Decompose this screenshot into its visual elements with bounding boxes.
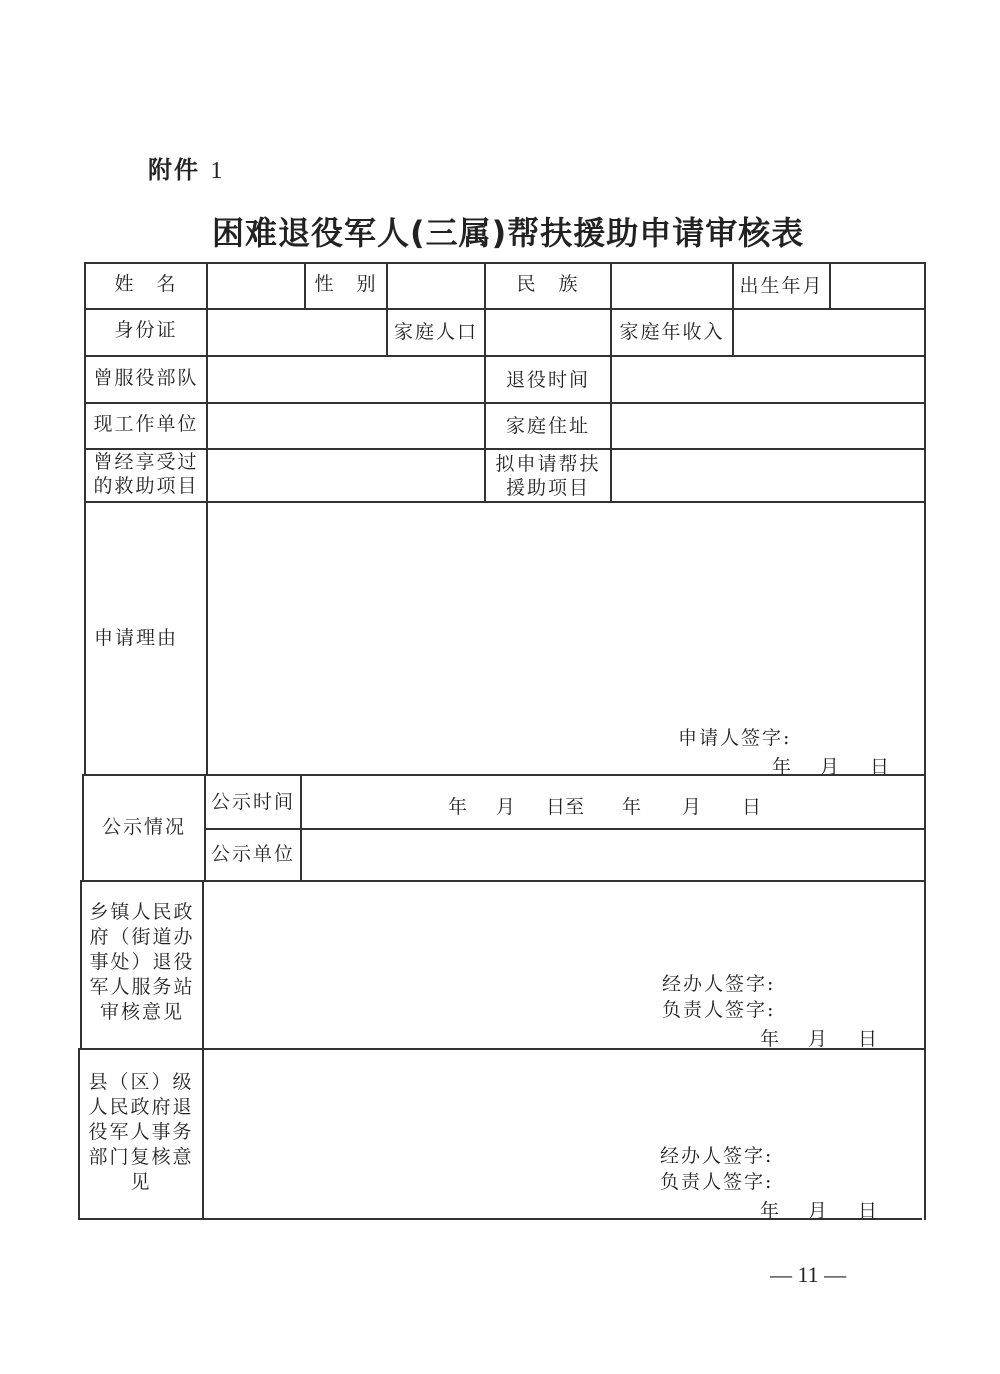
household-size-label: 家庭人口 bbox=[393, 321, 478, 343]
row-line bbox=[78, 1218, 922, 1220]
township-date-day: 日 bbox=[858, 1028, 878, 1050]
gender-label: 性 别 bbox=[314, 273, 378, 295]
birth-label: 出生年月 bbox=[739, 275, 824, 297]
applicant-date-month: 月 bbox=[820, 756, 840, 778]
county-review-line2: 人民政府退 bbox=[88, 1096, 194, 1118]
row-line bbox=[80, 880, 924, 882]
attachment-label bbox=[148, 150, 224, 185]
attachment-text: 附件 bbox=[148, 156, 200, 184]
publicity-end-month: 月 bbox=[682, 796, 702, 818]
prior-aid-label-line1: 曾经享受过 bbox=[93, 451, 199, 473]
row-line bbox=[204, 828, 924, 830]
county-review-line5: 见 bbox=[130, 1171, 152, 1193]
row-line bbox=[82, 774, 924, 776]
township-review-line2: 府（街道办 bbox=[89, 926, 195, 948]
applicant-date-year: 年 bbox=[772, 756, 792, 778]
county-review-line1: 县（区）级 bbox=[88, 1071, 194, 1093]
ethnicity-label: 民 族 bbox=[516, 273, 580, 295]
row-line bbox=[84, 308, 926, 310]
township-review-line3: 事处）退役 bbox=[89, 951, 195, 973]
col-line bbox=[924, 262, 926, 1220]
publicity-end-day: 日 bbox=[742, 796, 762, 818]
row-line bbox=[84, 501, 926, 503]
row-line bbox=[84, 262, 926, 264]
publicity-start-day: 日至 bbox=[546, 796, 585, 818]
township-date-year: 年 bbox=[760, 1028, 780, 1050]
publicity-unit-label: 公示单位 bbox=[210, 843, 295, 865]
county-review-line4: 部门复核意 bbox=[88, 1146, 194, 1168]
applicant-signature-label: 申请人签字: bbox=[678, 727, 792, 749]
publicity-label: 公示情况 bbox=[101, 816, 186, 838]
discharge-time-label: 退役时间 bbox=[505, 369, 590, 391]
col-line bbox=[202, 880, 204, 1220]
township-review-line1: 乡镇人民政 bbox=[89, 901, 195, 923]
id-card-label: 身份证 bbox=[114, 319, 178, 341]
attachment-number: 1 bbox=[210, 158, 225, 184]
county-review-line3: 役军人事务 bbox=[88, 1121, 194, 1143]
row-line bbox=[84, 448, 926, 450]
former-unit-label: 曾服役部队 bbox=[93, 367, 199, 389]
township-review-line4: 军人服务站 bbox=[89, 976, 195, 998]
township-handler-signature: 经办人签字: bbox=[662, 973, 776, 995]
publicity-time-label: 公示时间 bbox=[210, 791, 295, 813]
col-line bbox=[829, 262, 831, 308]
name-label: 姓 名 bbox=[114, 273, 178, 295]
row-line bbox=[84, 355, 926, 357]
county-leader-signature: 负责人签字: bbox=[660, 1171, 774, 1193]
col-line bbox=[610, 262, 612, 501]
publicity-start-year: 年 bbox=[448, 796, 468, 818]
col-line bbox=[206, 262, 208, 774]
county-date-day: 日 bbox=[858, 1200, 878, 1222]
current-employer-label: 现工作单位 bbox=[93, 413, 199, 435]
page-number: — 11 — bbox=[770, 1262, 847, 1287]
applicant-date-day: 日 bbox=[870, 756, 890, 778]
county-date-year: 年 bbox=[760, 1200, 780, 1222]
publicity-end-year: 年 bbox=[622, 796, 642, 818]
county-handler-signature: 经办人签字: bbox=[660, 1145, 774, 1167]
planned-aid-label-line1: 拟申请帮扶 bbox=[495, 453, 601, 475]
row-line bbox=[84, 402, 926, 404]
township-leader-signature: 负责人签字: bbox=[662, 999, 776, 1021]
col-line bbox=[300, 774, 302, 880]
township-review-line5: 审核意见 bbox=[99, 1001, 184, 1023]
prior-aid-label-line2: 的救助项目 bbox=[93, 475, 199, 497]
planned-aid-label-line2: 援助项目 bbox=[505, 477, 590, 499]
publicity-start-month: 月 bbox=[496, 796, 516, 818]
home-address-label: 家庭住址 bbox=[505, 415, 590, 437]
household-income-label: 家庭年收入 bbox=[619, 321, 725, 343]
form-title: 困难退役军人(三属)帮扶援助申请审核表 bbox=[212, 214, 805, 252]
township-date-month: 月 bbox=[808, 1028, 828, 1050]
reason-label: 申请理由 bbox=[94, 627, 179, 649]
row-line bbox=[80, 1048, 924, 1050]
county-date-month: 月 bbox=[808, 1200, 828, 1222]
